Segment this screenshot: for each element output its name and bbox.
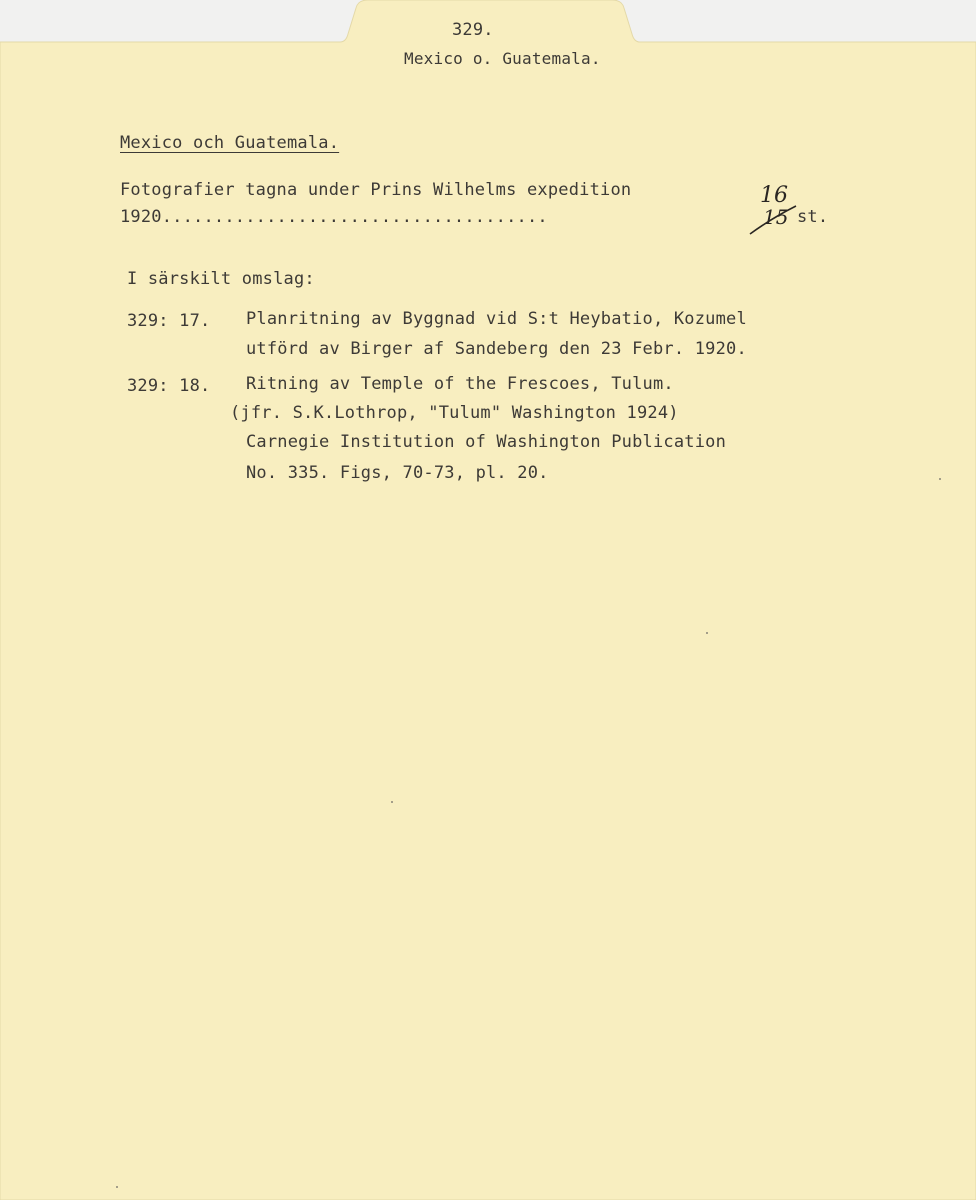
photos-year-dots: 1920..................................... <box>120 207 548 227</box>
photos-description: Fotografier tagna under Prins Wilhelms expedition <box>120 180 632 200</box>
entry-number: 329: 18. <box>127 376 211 396</box>
paper-speck <box>116 1186 118 1188</box>
struck-count: 15 <box>763 205 789 229</box>
paper-speck <box>706 632 708 634</box>
paper-speck <box>939 478 941 480</box>
entry-line: Planritning av Byggnad vid S:t Heybatio, Kozumel <box>246 309 747 329</box>
entry-line: (jfr. S.K.Lothrop, "Tulum" Washington 1924) <box>230 403 679 423</box>
entry-line: Ritning av Temple of the Frescoes, Tulum. <box>246 374 674 394</box>
entry-line: Carnegie Institution of Washington Publication <box>246 432 727 452</box>
entry-line: utförd av Birger af Sandeberg den 23 Febr. 1920. <box>246 339 747 359</box>
paper-speck <box>391 801 393 803</box>
handwritten-count-correction: 16 <box>760 183 788 208</box>
sub-heading: I särskilt omslag: <box>127 269 315 289</box>
document-heading: Mexico och Guatemala. <box>120 133 340 153</box>
entry-line: No. 335. Figs, 70-73, pl. 20. <box>246 463 549 483</box>
entry-number: 329: 17. <box>127 311 211 331</box>
tab-number: 329. <box>452 20 494 40</box>
tab-label: Mexico o. Guatemala. <box>404 49 601 68</box>
count-unit: st. <box>797 207 829 227</box>
